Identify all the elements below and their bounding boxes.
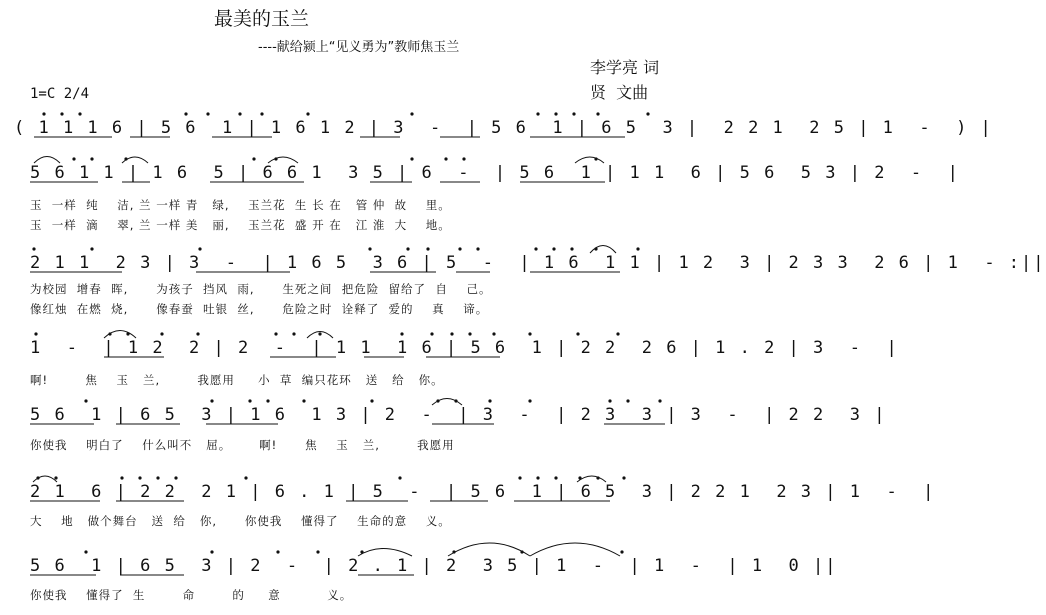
score-row-7-lyric-1: 你使我 懂得了 生 命 的 意 义。 xyxy=(30,588,353,602)
score-row-7-notes: 5 6 1 | 6 5 3 | 2 - | 2 . 1 | 2 3 5 | 1 - | 1 - | 1 0 || xyxy=(30,556,838,576)
score-row-5-notes: 5 6 1 | 6 5 3 | 1 6 1 3 | 2 - | 3 - | 2 3 3 | 3 - | 2 2 3 | xyxy=(30,405,887,425)
score-row-4-notes: 1 - | 1 2 2 | 2 - | 1 1 1 6 | 5 6 1 | 2 2 2 6 | 1 . 2 | 3 - | xyxy=(30,338,899,358)
octave-dots xyxy=(32,112,661,553)
score-row-3-notes: 2 1 1 2 3 | 3 - | 1 6 5 3 6 | 5 - | 1 6 1 1 | 1 2 3 | 2 3 3 2 6 | 1 - :|| xyxy=(30,253,1046,273)
slur xyxy=(575,157,604,163)
beam-underlines xyxy=(30,137,665,575)
slur xyxy=(448,543,530,556)
lyricist-credit: 李学亮 词 xyxy=(590,58,660,77)
score-row-5-lyric-1: 你使我 明白了 什么叫不 屈。 啊! 焦 玉 兰, 我愿用 xyxy=(30,438,455,452)
slur xyxy=(530,543,620,556)
score-row-2-lyric-1: 玉 一样 纯 洁, 兰 一样 青 绿, 玉兰花 生 长 在 管 仲 故 里。 xyxy=(30,198,451,212)
score-row-4-lyric-1: 啊! 焦 玉 兰, 我愿用 小 草 编只花环 送 给 你。 xyxy=(30,373,444,387)
score-row-1-notes: ( 1 1 1 6 | 5 6 1 | 1 6 1 2 | 3 - | 5 6 1 | 6 5 3 | 2 2 1 2 5 | 1 - ) | xyxy=(14,118,993,138)
slur xyxy=(358,549,412,557)
score-row-3-lyric-1: 为校园 增春 晖, 为孩子 挡风 雨, 生死之间 把危险 留给了 自 己。 xyxy=(30,282,492,296)
slur xyxy=(268,157,298,163)
slur xyxy=(432,399,462,406)
slur xyxy=(590,246,616,254)
slur xyxy=(577,476,606,482)
dedication-subtitle: ----献给颍上“见义勇为”教师焦玉兰 xyxy=(258,40,460,55)
key-signature: 1=C 2/4 xyxy=(30,86,90,102)
slurs xyxy=(33,157,620,557)
song-title: 最美的玉兰 xyxy=(214,8,310,30)
composer-credit: 贤 文曲 xyxy=(590,83,649,102)
slur xyxy=(34,157,60,164)
score-row-6-notes: 2 1 6 | 2 2 2 1 | 6 . 1 | 5 - | 5 6 1 | 6 5 3 | 2 2 1 2 3 | 1 - | xyxy=(30,482,936,502)
score-row-3-lyric-2: 像红烛 在燃 烧, 像春蚕 吐银 丝, 危险之时 诠释了 爱的 真 谛。 xyxy=(30,302,489,316)
score-row-2-lyric-2: 玉 一样 滴 翠, 兰 一样 美 丽, 玉兰花 盛 开 在 江 淮 大 地。 xyxy=(30,218,451,232)
score-row-6-lyric-1: 大 地 做个舞台 送 给 你, 你使我 懂得了 生命的意 义。 xyxy=(30,514,451,528)
score-row-2-notes: 5 6 1 1 | 1 6 5 | 6 6 1 3 5 | 6 - | 5 6 1 | 1 1 6 | 5 6 5 3 | 2 - | xyxy=(30,163,960,183)
slur xyxy=(33,476,57,482)
